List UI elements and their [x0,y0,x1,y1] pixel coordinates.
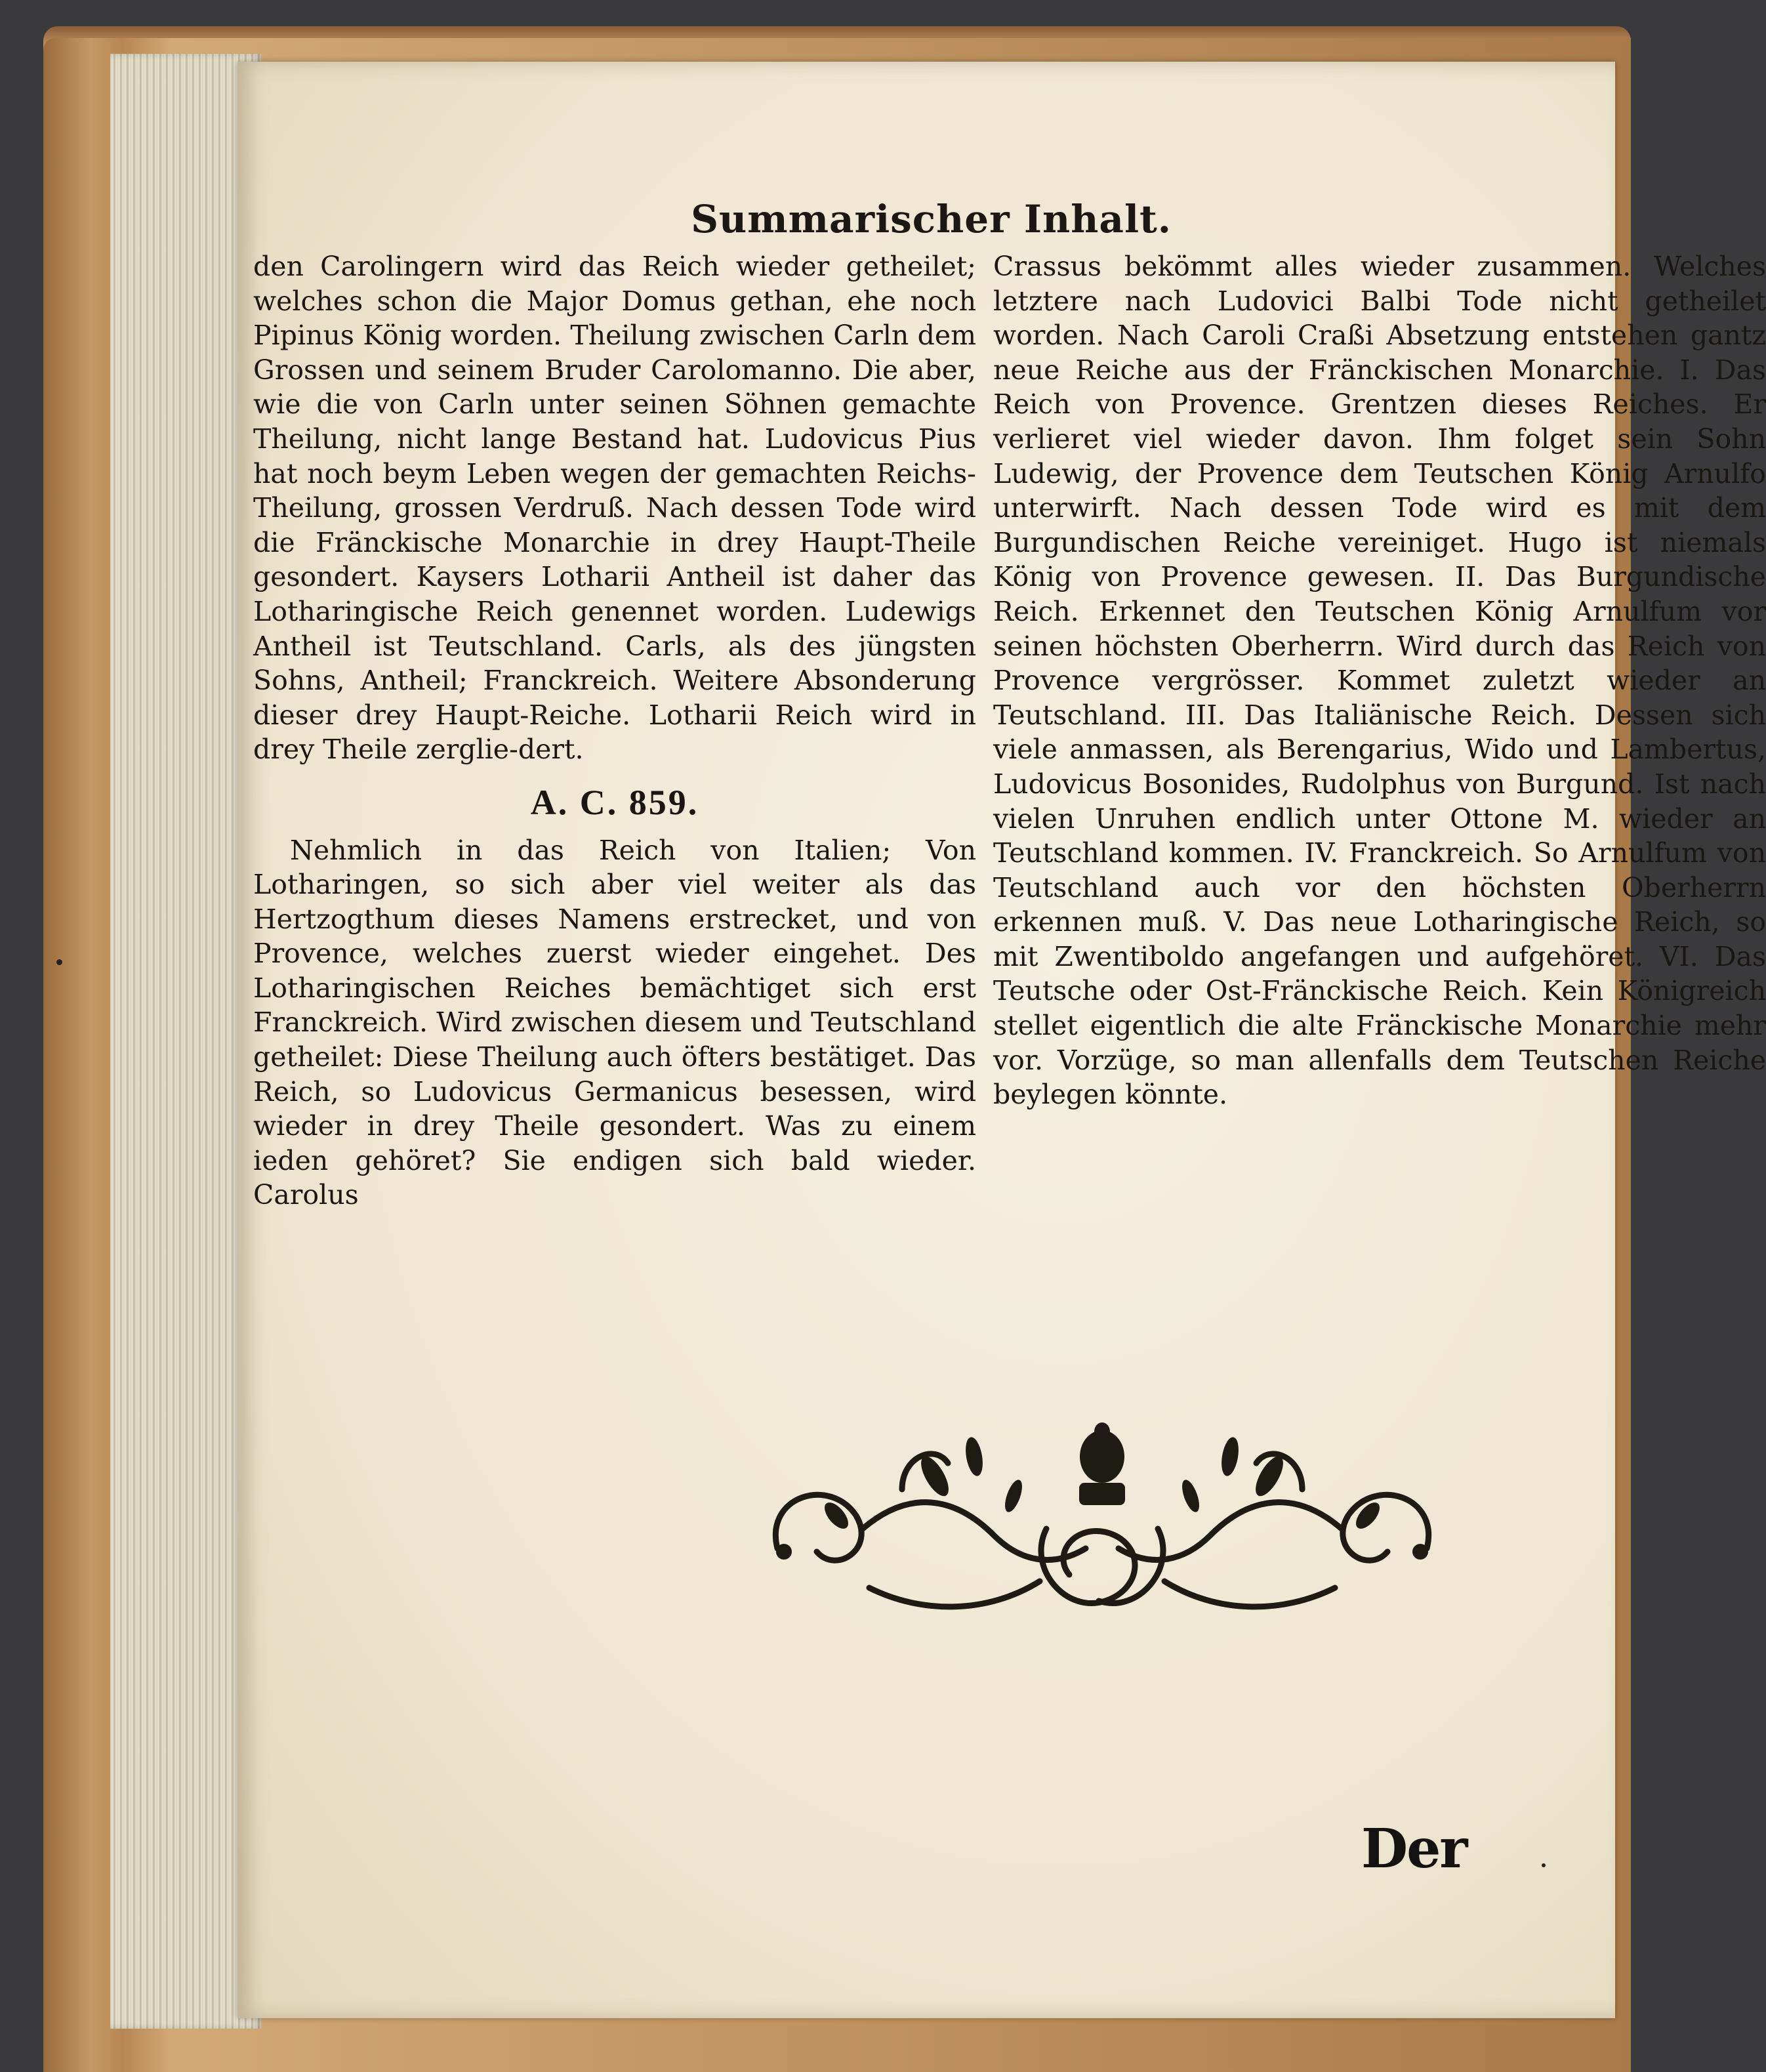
section-heading-year: A. C. 859. [530,782,699,822]
page-speck [1542,1863,1546,1867]
right-paragraph-1: Crassus bekömmt alles wieder zusammen. Welches letztere nach Ludovici Balbi Tode nicht getheilet worden. Nach Caroli Craßi Absetzung entstehen gantz neue Reiche aus der Fränckischen Monarchie. I. Das Reich von Provence. Grentzen dieses Reiches. Er verlieret viel wieder davon. Ihm folget sein Sohn Ludewig, der Provence dem Teutschen König Arnulfo unterwirft. Nach dessen Tode wird es mit dem Burgundischen Reiche vereiniget. Hugo ist niemals König von Provence gewesen. II. Das Burgundische Reich. Erkennet den Teutschen König Arnulfum vor seinen höchsten Oberherrn. Wird durch das Reich von Provence vergrösser. Kommet zuletzt wieder an Teutschland. III. Das Italiänische Reich. Dessen sich viele anmassen, als Berengarius, Wido und Lambertus, Ludovicus Bosonides, Rudolphus von Burgund. Ist nach vielen Unruhen endlich unter Ottone M. wieder an Teutschland kommen. IV. Franckreich. So Arnulfum von Teutschland auch vor den höchsten Oberherrn erkennen muß. V. Das neue Lotharingische Reich, so mit Zwentiboldo angefangen und aufgehöret. VI. Das Teutsche oder Ost-Fränckische Reich. Kein Königreich stellet eigentlich die alte Fränckische Monarchie mehr vor. Vorzüge, so man allenfalls dem Teutschen Reiche beylegen könnte. [993,251,1766,1111]
left-paragraph-2: Nehmlich in das Reich von Italien; Von Lotharingen, so sich aber viel weiter als das Hertzogthum dieses Namens erstrecket, und von Provence, welches zuerst wieder eingehet. Des Lotharingischen Reiches bemächtiget sich erst Franckreich. Wird zwischen diesem und Teutschland getheilet: Diese Theilung auch öfters bestätiget. Das Reich, so Ludovicus Germanicus besessen, wird wieder in drey Theile gesondert. Was zu einem ieden gehöret? Sie endigen sich bald wieder. Carolus [253,834,976,1211]
right-column [993,249,1766,1112]
ornament-tailpiece [738,1417,1466,1634]
left-column [253,249,976,1212]
catchword: Der [1361,1817,1467,1880]
binding-speck [56,959,62,965]
running-header: Summarischer Inhalt. [691,197,1172,241]
left-paragraph-1: den Carolingern wird das Reich wieder getheilet; welches schon die Major Domus gethan, ehe noch Pipinus König worden. Theilung zwischen Carln dem Grossen und seinem Bruder Carolomanno. Die aber, wie die von Carln unter seinen Söhnen gemachte Theilung, nicht lange Bestand hat. Ludovicus Pius hat noch beym Leben wegen der gemachten Reichs-Theilung, grossen Verdruß. Nach dessen Tode wird die Fränckische Monarchie in drey Haupt-Theile gesondert. Kaysers Lotharii Antheil ist daher das Lotharingische Reich genennet worden. Ludewigs Antheil ist Teutschland. Carls, als des jüngsten Sohns, Antheil; Franckreich. Weitere Absonderung dieser drey Haupt-Reiche. Lotharii Reich wird in drey Theile zerglie-dert. [253,251,976,766]
